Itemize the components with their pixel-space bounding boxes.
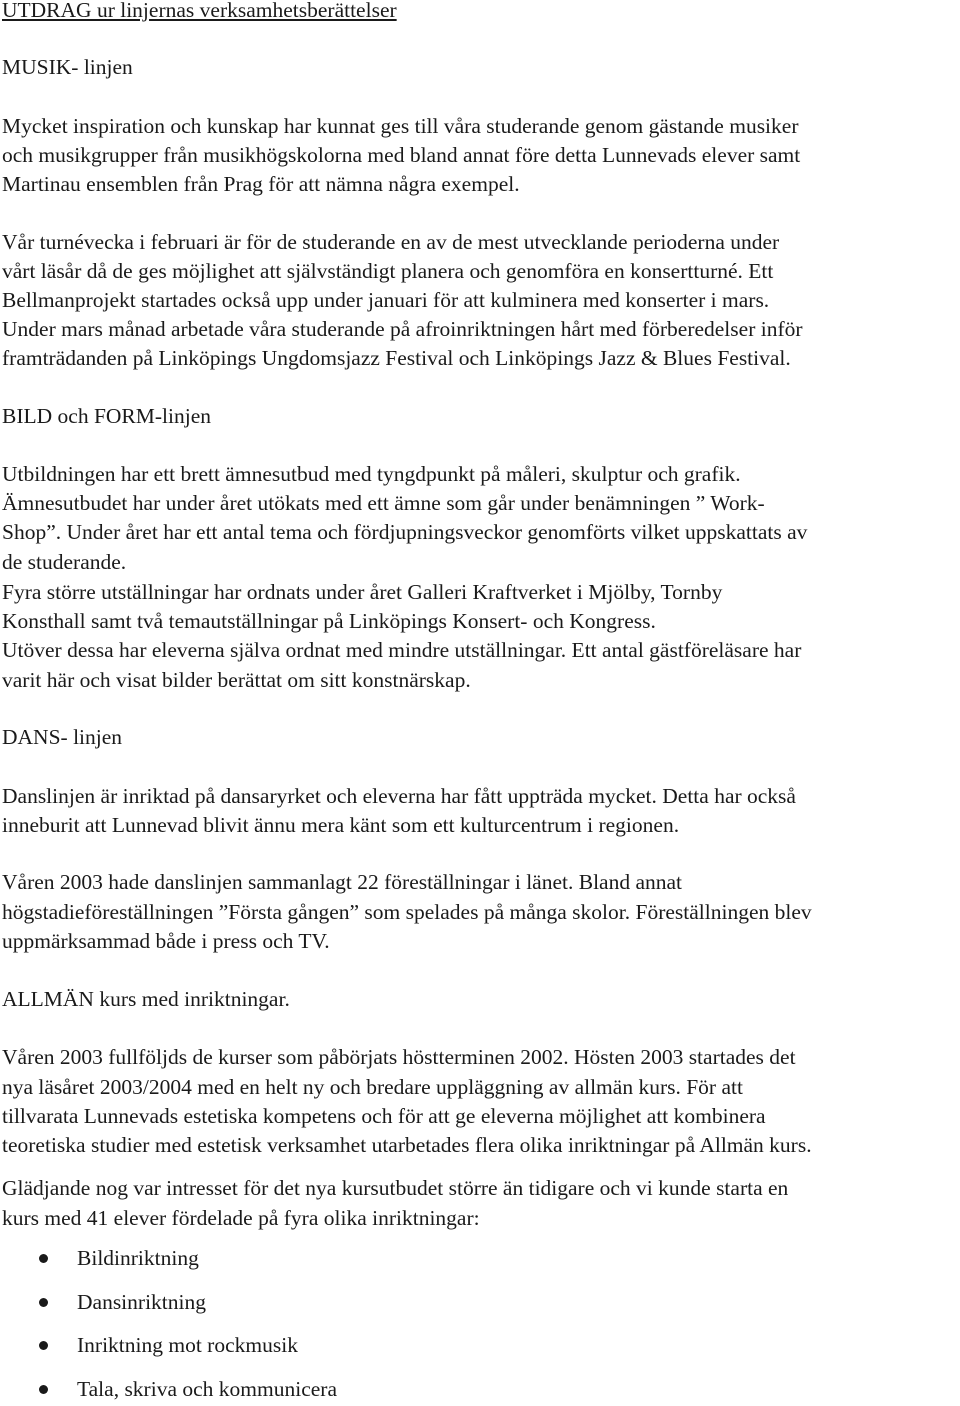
musik-para2-line: framträdanden på Linköpings Ungdomsjazz Festival och Linköpings Jazz & Blues Festival. <box>2 346 791 370</box>
allman-para1-line: Våren 2003 fullföljds de kurser som påbörjats höstterminen 2002. Hösten 2003 startades det <box>2 1045 796 1069</box>
bullet-icon <box>39 1385 48 1394</box>
bild-para-line: Konsthall samt två temautställningar på Linköpings Konsert- och Kongress. <box>2 609 656 633</box>
allman-para1-line: teoretiska studier med estetisk verksamhet utarbetades flera olika inriktningar på Allmän kurs. <box>2 1133 812 1157</box>
allman-para2-line: kurs med 41 elever fördelade på fyra olika inriktningar: <box>2 1206 480 1230</box>
dans-heading: DANS- linjen <box>2 725 123 749</box>
musik-para2-line: Under mars månad arbetade våra studerande på afroinriktningen hårt med förberedelser inför <box>2 317 803 341</box>
allman-heading: ALLMÄN kurs med inriktningar. <box>2 987 290 1011</box>
dans-para2-line: Våren 2003 hade danslinjen sammanlagt 22 föreställningar i länet. Bland annat <box>2 870 683 894</box>
bild-para-line: Shop”. Under året har ett antal tema och fördjupningsveckor genomförts vilket uppskattats av <box>2 520 808 544</box>
bild-para-line: de studerande. <box>2 550 127 574</box>
dans-para2-line: uppmärksammad både i press och TV. <box>2 929 330 953</box>
bild-para-line: Ämnesutbudet har under året utökats med ett ämne som går under benämningen ” Work- <box>2 491 765 515</box>
allman-para1-line: tillvarata Lunnevads estetiska kompetens och för att ge eleverna möjlighet att kombinera <box>2 1104 766 1128</box>
dans-para1-line: inneburit att Lunnevad blivit ännu mera känt som ett kulturcentrum i regionen. <box>2 813 680 837</box>
musik-heading: MUSIK- linjen <box>2 55 133 79</box>
musik-para2-line: Vår turnévecka i februari är för de studerande en av de mest utvecklande perioderna under <box>2 230 780 254</box>
musik-para1-line: Mycket inspiration och kunskap har kunnat ges till våra studerande genom gästande musiker <box>2 114 799 138</box>
musik-para2-line: Bellmanprojekt startades också upp under januari för att kulminera med konserter i mars. <box>2 288 770 312</box>
musik-para2-line: vårt läsår då de ges möjlighet att självständigt planera och genomföra en konsertturné. Ett <box>2 259 774 283</box>
bild-para-line: Fyra större utställningar har ordnats under året Galleri Kraftverket i Mjölby, Tornby <box>2 580 723 604</box>
bild-para-line: Utbildningen har ett brett ämnesutbud med tyngdpunkt på måleri, skulptur och grafik. <box>2 462 741 486</box>
document-title: UTDRAG ur linjernas verksamhetsberättelser <box>2 0 397 22</box>
bild-para-line: Utöver dessa har eleverna själva ordnat med mindre utställningar. Ett antal gästföreläsare har <box>2 638 802 662</box>
musik-para1-line: och musikgrupper från musikhögskolorna med bland annat före detta Lunnevads elever samt <box>2 143 801 167</box>
bullet-icon <box>39 1298 48 1307</box>
musik-para1-line: Martinau ensemblen från Prag för att nämna några exempel. <box>2 172 520 196</box>
bullet-icon <box>39 1341 48 1350</box>
bild-para-line: varit här och visat bilder berättat om sitt konstnärskap. <box>2 668 471 692</box>
dans-para1-line: Danslinjen är inriktad på dansaryrket och eleverna har fått uppträda mycket. Detta har också <box>2 784 796 808</box>
allman-para1-line: nya läsåret 2003/2004 med en helt ny och bredare uppläggning av allmän kurs. För att <box>2 1075 743 1099</box>
dans-para2-line: högstadieföreställningen ”Första gången” som spelades på många skolor. Föreställningen blev <box>2 900 812 924</box>
list-item-label: Dansinriktning <box>77 1290 206 1314</box>
bild-heading: BILD och FORM-linjen <box>2 404 212 428</box>
list-item-label: Tala, skriva och kommunicera <box>77 1377 337 1401</box>
bullet-icon <box>39 1254 48 1263</box>
list-item-label: Bildinriktning <box>77 1246 199 1270</box>
list-item-label: Inriktning mot rockmusik <box>77 1333 298 1357</box>
allman-para2-line: Glädjande nog var intresset för det nya kursutbudet större än tidigare och vi kunde starta en <box>2 1176 789 1200</box>
